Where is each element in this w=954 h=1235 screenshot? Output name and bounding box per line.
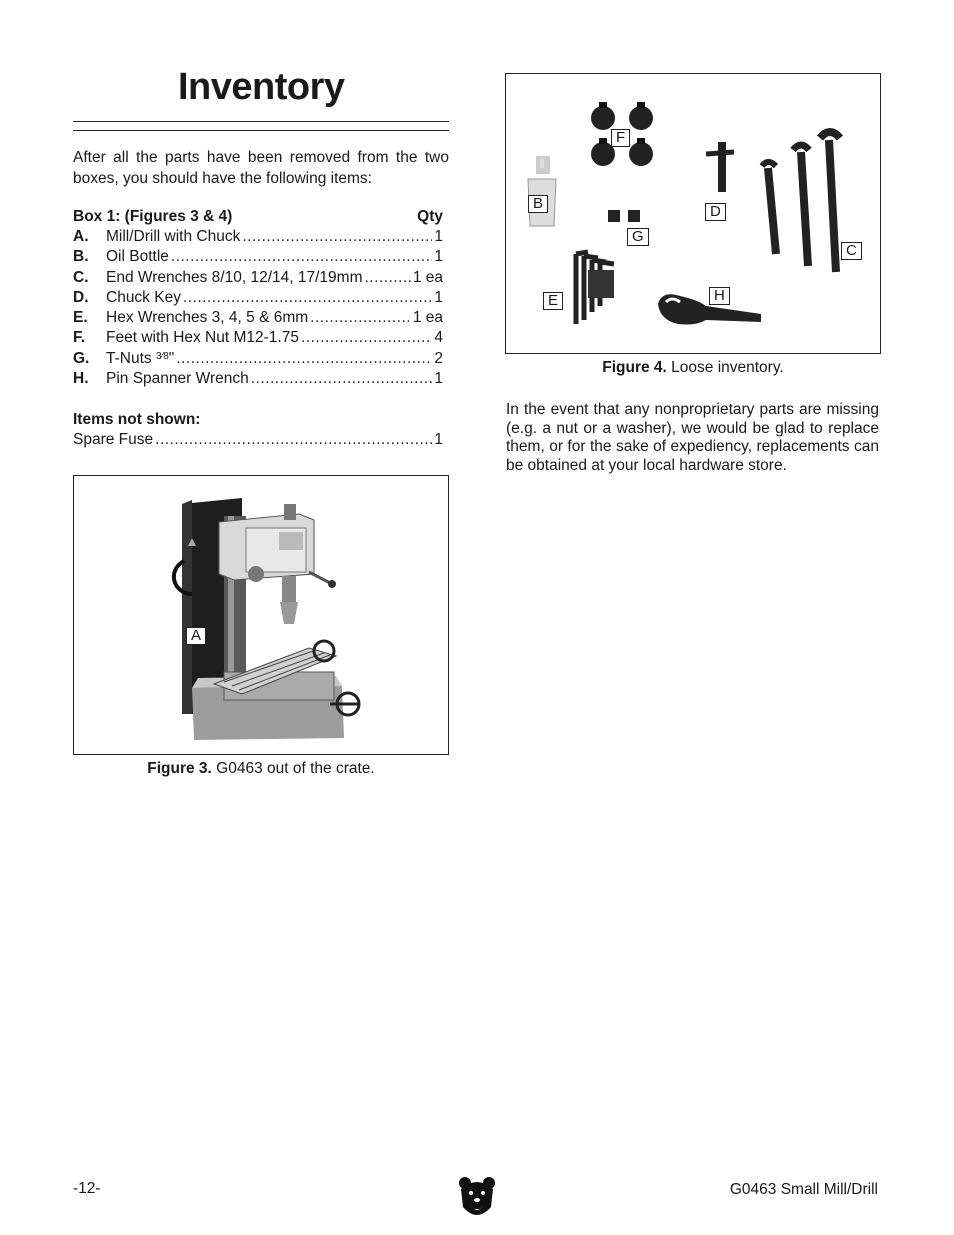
callout-b: B — [528, 195, 548, 213]
not-shown-list — [73, 431, 443, 451]
list-item — [73, 289, 443, 309]
item-qty: 1 — [434, 431, 443, 448]
item-qty: 1 ea — [412, 268, 443, 286]
box1-heading — [73, 208, 443, 226]
leader-dots — [310, 309, 411, 327]
callout-d: D — [705, 203, 726, 221]
page-title: Inventory — [178, 66, 345, 108]
caption-text: G0463 out of the crate. — [211, 760, 375, 777]
item-name: Mill/Drill with Chuck — [106, 228, 241, 245]
box1-title: Box 1: (Figures 3 & 4) — [73, 208, 233, 225]
caption-text: Loose inventory. — [666, 359, 784, 376]
item-letter: B. — [73, 248, 89, 266]
item-name: Spare Fuse — [73, 431, 154, 448]
list-item — [73, 370, 443, 390]
title-rule-bottom — [73, 130, 449, 131]
replacement-paragraph: In the event that any nonproprietary parts are missing (e.g. a nut or a washer), we would be glad to replace them, or for the sake of expediency, replacements can be obtained at your local hardware store. — [506, 401, 879, 474]
callout-f: F — [611, 129, 630, 147]
item-letter: F. — [73, 329, 86, 347]
figure-4-frame — [505, 73, 881, 354]
item-name: End Wrenches 8/10, 12/14, 17/19mm — [106, 268, 363, 286]
caption-bold: Figure 3. — [147, 760, 212, 777]
leader-dots — [364, 269, 410, 287]
item-letter: C. — [73, 268, 89, 286]
item-name: Feet with Hex Nut M12-1.75 — [106, 329, 299, 347]
not-shown-heading: Items not shown: — [73, 411, 201, 428]
leader-dots — [183, 289, 432, 307]
item-qty: 1 — [434, 288, 443, 306]
item-name: Pin Spanner Wrench — [106, 370, 249, 388]
qty-heading: Qty — [417, 208, 443, 225]
list-item — [73, 248, 443, 268]
item-letter: D. — [73, 288, 89, 306]
list-item — [73, 228, 443, 248]
bear-logo-icon — [458, 1175, 496, 1221]
list-item — [73, 329, 443, 349]
list-item — [73, 431, 443, 451]
item-name: Hex Wrenches 3, 4, 5 & 6mm — [106, 309, 309, 327]
item-suffix: " — [168, 349, 175, 367]
leader-dots — [242, 228, 432, 246]
mill-drill-illustration — [74, 476, 448, 754]
page-number: -12- — [73, 1180, 101, 1197]
item-name-text: T-Nuts — [106, 349, 152, 367]
item-qty: 1 — [434, 370, 443, 388]
item-qty: 1 — [434, 228, 443, 245]
list-item — [73, 269, 443, 289]
item-letter: G. — [73, 349, 90, 367]
item-qty: 1 ea — [412, 309, 443, 327]
callout-g: G — [627, 228, 649, 246]
item-letter: A. — [73, 228, 89, 245]
leader-dots — [155, 431, 432, 449]
item-qty: 2 — [434, 349, 443, 367]
item-fraction: 3⁄8 — [155, 350, 169, 362]
item-name: Oil Bottle — [106, 248, 169, 266]
title-rule-top — [73, 121, 449, 122]
figure-3-frame — [73, 475, 449, 755]
model-name: G0463 Small Mill/Drill — [729, 1181, 878, 1198]
leader-dots — [251, 370, 433, 388]
item-name — [106, 350, 174, 368]
callout-h: H — [709, 287, 730, 305]
list-item — [73, 350, 443, 370]
callout-e: E — [543, 292, 563, 310]
leader-dots — [301, 329, 432, 347]
list-item — [73, 309, 443, 329]
item-qty: 4 — [434, 329, 443, 347]
caption-bold: Figure 4. — [602, 359, 667, 376]
leader-dots — [176, 350, 432, 368]
item-qty: 1 — [434, 248, 443, 266]
loose-inventory-illustration — [506, 74, 880, 353]
figure-3-caption — [73, 760, 449, 778]
inventory-list — [73, 228, 443, 390]
item-letter: E. — [73, 309, 88, 327]
item-name: Chuck Key — [106, 288, 181, 306]
intro-paragraph: After all the parts have been removed from the two boxes, you should have the following items: — [73, 149, 449, 187]
leader-dots — [171, 248, 432, 266]
callout-a: A — [186, 627, 206, 645]
callout-c: C — [841, 242, 862, 260]
figure-4-caption — [505, 359, 881, 377]
item-letter: H. — [73, 370, 89, 388]
